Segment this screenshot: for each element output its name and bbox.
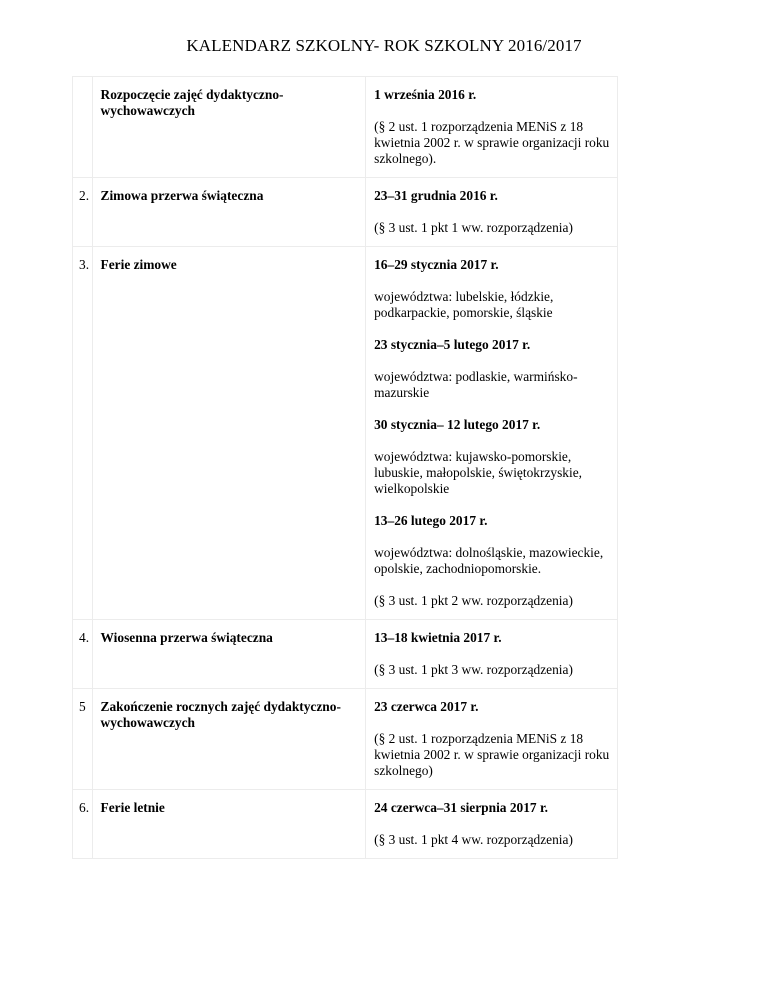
legal-reference: (§ 3 ust. 1 pkt 3 ww. rozporządzenia): [374, 662, 573, 677]
event-name: Ferie letnie: [92, 790, 366, 859]
table-row: [73, 790, 618, 859]
table-row: [73, 178, 618, 247]
date-range: 24 czerwca–31 sierpnia 2017 r.: [374, 800, 549, 815]
event-name: Zimowa przerwa świąteczna: [92, 178, 366, 247]
table-body: [73, 77, 618, 859]
table-row: [73, 620, 618, 689]
region-list: województwa: podlaskie, warmińsko-mazurskie: [374, 369, 578, 400]
date-details: [366, 790, 618, 859]
date-details: [366, 77, 618, 178]
event-name: Rozpoczęcie zajęć dydaktyczno-wychowawczych: [92, 77, 366, 178]
date-range: 23 stycznia–5 lutego 2017 r.: [374, 337, 531, 352]
date-range: 1 września 2016 r.: [374, 87, 477, 102]
event-name: Wiosenna przerwa świąteczna: [92, 620, 366, 689]
date-details: [366, 247, 618, 620]
date-details: [366, 620, 618, 689]
row-number: 6.: [73, 790, 93, 859]
date-range: 23 czerwca 2017 r.: [374, 699, 479, 714]
legal-reference: (§ 3 ust. 1 pkt 2 ww. rozporządzenia): [374, 593, 573, 608]
date-range: 13–26 lutego 2017 r.: [374, 513, 488, 528]
date-range: 16–29 stycznia 2017 r.: [374, 257, 499, 272]
table-row: [73, 689, 618, 790]
row-number: 4.: [73, 620, 93, 689]
page-title: KALENDARZ SZKOLNY- ROK SZKOLNY 2016/2017: [186, 36, 582, 55]
row-number: 5: [73, 689, 93, 790]
region-list: województwa: kujawsko-pomorskie, lubuskie, małopolskie, świętokrzyskie, wielkopolskie: [374, 449, 583, 496]
date-details: [366, 178, 618, 247]
date-range: 13–18 kwietnia 2017 r.: [374, 630, 502, 645]
event-name: Ferie zimowe: [92, 247, 366, 620]
region-list: województwa: dolnośląskie, mazowieckie, opolskie, zachodniopomorskie.: [374, 545, 604, 576]
date-range: 23–31 grudnia 2016 r.: [374, 188, 498, 203]
date-range: 30 stycznia– 12 lutego 2017 r.: [374, 417, 541, 432]
legal-reference: (§ 3 ust. 1 pkt 1 ww. rozporządzenia): [374, 220, 573, 235]
school-calendar-table: [72, 76, 618, 859]
table-row: [73, 247, 618, 620]
event-name: Zakończenie rocznych zajęć dydaktyczno-wychowawczych: [92, 689, 366, 790]
region-list: województwa: lubelskie, łódzkie, podkarpackie, pomorskie, śląskie: [374, 289, 554, 320]
legal-reference: (§ 2 ust. 1 rozporządzenia MENiS z 18 kwietnia 2002 r. w sprawie organizacji roku szkolnego).: [374, 119, 610, 166]
row-number: 2.: [73, 178, 93, 247]
row-number: 3.: [73, 247, 93, 620]
date-details: [366, 689, 618, 790]
row-number: [73, 77, 93, 178]
legal-reference: (§ 2 ust. 1 rozporządzenia MENiS z 18 kwietnia 2002 r. w sprawie organizacji roku szkolnego): [374, 731, 610, 778]
legal-reference: (§ 3 ust. 1 pkt 4 ww. rozporządzenia): [374, 832, 573, 847]
table-row: [73, 77, 618, 178]
